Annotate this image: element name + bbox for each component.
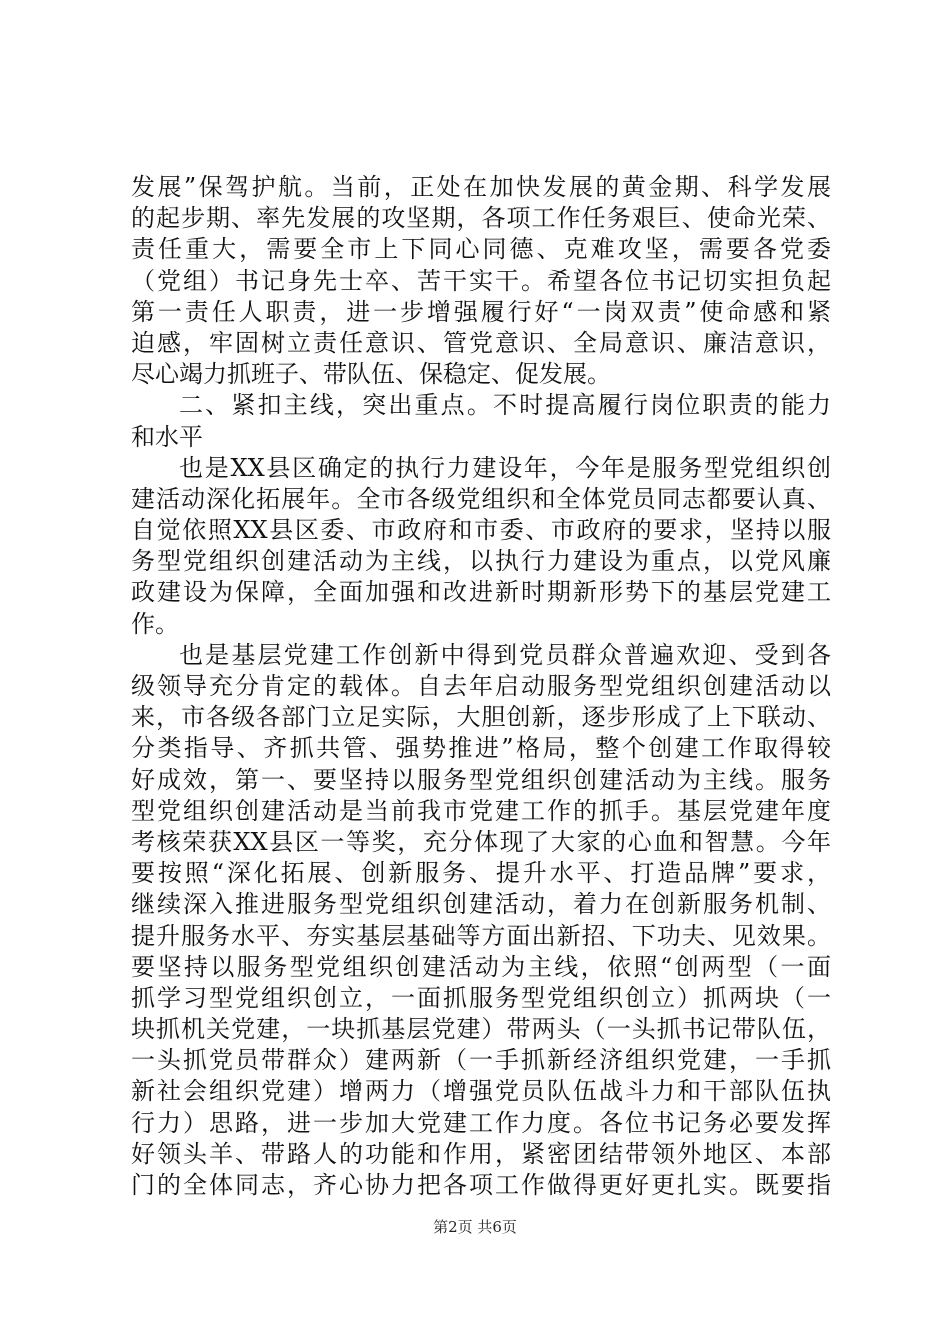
text-line: 第一责任人职责，进一步增强履行好“一岗双责”使命感和紧	[131, 297, 831, 326]
text-line: 自觉依照XX县区委、市政府和市委、市政府的要求，坚持以服	[131, 516, 831, 545]
page-footer: 第2页 共6页	[433, 1218, 517, 1236]
text-line: 新社会组织党建）增两力（增强党员队伍战斗力和干部队伍执	[131, 1077, 831, 1106]
text-line: 迫感，牢固树立责任意识、管党意识、全局意识、廉洁意识，	[131, 328, 831, 357]
text-line: 级领导充分肯定的载体。自去年启动服务型党组织创建活动以	[131, 672, 831, 700]
text-line: 也是XX县区确定的执行力建设年，今年是服务型党组织创	[179, 453, 831, 482]
text-line: 来，市各级各部门立足实际，大胆创新，逐步形成了上下联动、	[131, 703, 831, 732]
text-line: 门的全体同志，齐心协力把各项工作做得更好更扎实。既要指	[131, 1171, 831, 1199]
text-line: 好领头羊、带路人的功能和作用，紧密团结带领外地区、本部	[131, 1139, 831, 1168]
text-line: 建活动深化拓展年。全市各级党组织和全体党员同志都要认真、	[131, 484, 831, 513]
paragraph	[131, 640, 831, 1201]
text-line: 要坚持以服务型党组织创建活动为主线，依照“创两型（一面	[131, 952, 831, 981]
text-line: 的起步期、率先发展的攻坚期，各项工作任务艰巨、使命光荣、	[131, 204, 831, 233]
text-line: 二、紧扣主线，突出重点。不时提高履行岗位职责的能力	[179, 391, 831, 420]
section-heading	[131, 390, 831, 452]
text-line: 和水平	[131, 422, 203, 451]
text-line: （党组）书记身先士卒、苦干实干。希望各位书记切实担负起	[131, 266, 831, 295]
text-line: 继续深入推进服务型党组织创建活动，着力在创新服务机制、	[131, 890, 831, 919]
text-line: 也是基层党建工作创新中得到党员群众普遍欢迎、受到各	[179, 640, 831, 669]
text-line: 块抓机关党建，一块抓基层党建）带两头（一头抓书记带队伍，	[131, 1015, 831, 1044]
paragraph	[131, 453, 831, 640]
text-line: 要按照“深化拓展、创新服务、提升水平、打造品牌”要求，	[131, 859, 831, 888]
paragraph	[131, 172, 831, 390]
text-line: 行力）思路，进一步加大党建工作力度。各位书记务必要发挥	[131, 1108, 831, 1137]
text-line: 一头抓党员带群众）建两新（一手抓新经济组织党建，一手抓	[131, 1046, 831, 1075]
text-line: 务型党组织创建活动为主线，以执行力建设为重点，以党风廉	[131, 547, 831, 576]
text-line: 发展”保驾护航。当前，正处在加快发展的黄金期、科学发展	[131, 173, 831, 201]
text-line: 考核荣获XX县区一等奖，充分体现了大家的心血和智慧。今年	[131, 827, 831, 856]
text-line: 尽心竭力抓班子、带队伍、保稳定、促发展。	[131, 360, 611, 389]
text-line: 型党组织创建活动是当前我市党建工作的抓手。基层党建年度	[131, 796, 831, 825]
text-line: 责任重大，需要全市上下同心同德、克难攻坚，需要各党委	[131, 235, 831, 264]
text-line: 好成效，第一、要坚持以服务型党组织创建活动为主线。服务	[131, 765, 831, 794]
document-body	[131, 172, 831, 1201]
text-line: 政建设为保障，全面加强和改进新时期新形势下的基层党建工	[131, 578, 831, 607]
text-line: 提升服务水平、夯实基层基础等方面出新招、下功夫、见效果。	[131, 921, 831, 950]
text-line: 分类指导、齐抓共管、强势推进”格局，整个创建工作取得较	[131, 734, 831, 763]
text-line: 抓学习型党组织创立，一面抓服务型党组织创立）抓两块（一	[131, 983, 831, 1012]
text-line: 作。	[131, 609, 179, 638]
